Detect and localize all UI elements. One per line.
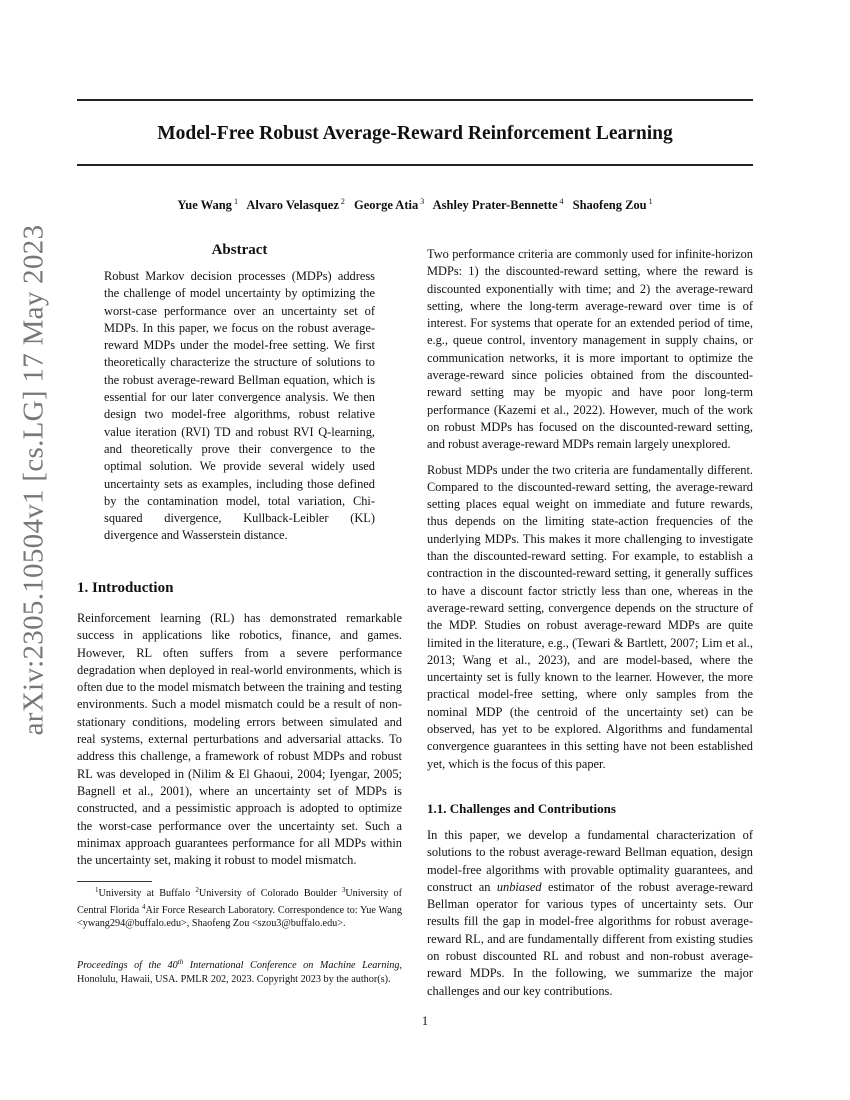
author: Shaofeng Zou $^1$ (572, 197, 653, 212)
arxiv-identifier-stamp: arXiv:2305.10504v1 [cs.LG] 17 May 2023 (17, 224, 50, 736)
affiliations-footnote: $^1$University at Buffalo $^2$University of Colorado Boulder $^3$University of Central Florida $^4$Air Force Research Laboratory. Correspondence to: Yue Wang <ywang294@buffalo.edu>, Shaofeng Zou <szou3@buffalo.edu>. (77, 886, 403, 930)
author: Alvaro Velasquez $^2$ (246, 197, 345, 212)
author: Ashley Prater-Bennette $^4$ (432, 197, 564, 212)
introduction-heading: 1. Introduction (77, 580, 174, 596)
introduction-paragraph: Reinforcement learning (RL) has demonstrated remarkable success in applications like robotics, finance, and games. However, RL often suffers from a severe performance degradation when deployed in real-world environments, which is often due to the model mismatch between the training and testing environments. Such a model mismatch could be a result of non-stationary conditions, modeling errors between simulated and real systems, external perturbations and adversarial attacks. To address this challenge, a framework of robust MDPs and robust RL was developed in (Nilim & El Ghaoui, 2004; Iyengar, 2005; Bagnell et al., 2001), where an uncertainty set of MDPs is constructed, and a pessimistic approach is adopted to optimize the worst-case performance over the uncertainty set. Such a minimax approach guarantees performance for all MDPs within the uncertainty set, making it robust to model mismatch. (77, 611, 402, 868)
introduction-text (77, 610, 402, 877)
body-paragraph: In this paper, we develop a fundamental characterization of solutions to the robust average-reward Bellman equation, design model-free algorithms with provable optimality guarantees, and construct an unbiased estimator of the robust average-reward Bellman operator for various types of uncertainty sets. Our results fill the gap in model-free algorithms for robust average-reward RL, and are fundamentally different from existing studies on robust discounted RL and robust and non-robust average-reward MDPs. In the following, we summarize the major challenges and our key contributions. (427, 828, 753, 998)
paper-title: Model-Free Robust Average-Reward Reinforcement Learning (157, 123, 673, 144)
body-paragraph: Robust MDPs under the two criteria are fundamentally different. Compared to the discounted-reward setting, the average-reward setting places equal weight on immediate and future rewards, thus depends on the limiting state-action frequencies of the underlying MDPs. This makes it more challenging to investigate than the discounted-reward setting. For example, to establish a contraction in the discounted-reward setting, it generally suffices to have a discount factor strictly less than one, whereas in the average-reward setting, convergence depends on the structure of the MDP. Studies on robust average-reward MDPs are quite limited in the literature, e.g., (Tewari & Bartlett, 2007; Lim et al., 2013; Wang et al., 2023), and are model-based, where the uncertainty set is fully known to the learner. However, the more practical model-free setting, where only samples from the nominal MDP (the centroid of the uncertainty set) can be observed, has yet to be explored. Algorithms and fundamental convergence guarantees in this setting have not been established yet, which is the focus of this paper. (427, 462, 753, 771)
footnote-rule (77, 881, 152, 882)
proceedings-note: Proceedings of the 40th International Conference on Machine Learning, Honolulu, Hawaii, USA. PMLR 202, 2023. Copyright 2023 by the author(s). (77, 958, 403, 985)
author: Yue Wang $^1$ (177, 197, 238, 212)
author-list (77, 193, 753, 214)
author: George Atia $^3$ (354, 197, 425, 212)
body-paragraph: Two performance criteria are commonly used for infinite-horizon MDPs: 1) the discounted-reward setting, where the reward is discounted exponentially with time; and 2) the average-reward setting, where the long-term average-reward over time is of interest. For systems that operate for an extended period of time, e.g., queue control, inventory management in supply chains, or communication networks, it is more important to optimize the average-reward since policies obtained from the discounted-reward setting may be myopic and have poor long-term performance (Kazemi et al., 2022). However, much of the work on robust MDPs has focused on the discounted-reward setting, and robust average-reward MDPs remain largely unexplored. (427, 247, 753, 452)
abstract-text (104, 268, 375, 553)
contributions-text (427, 827, 753, 1008)
page-number: 1 (421, 1014, 429, 1028)
right-column-text (427, 246, 753, 781)
subsection-heading: 1.1. Challenges and Contributions (427, 801, 616, 816)
title-bottom-rule (77, 164, 753, 166)
abstract-heading: Abstract (211, 242, 268, 258)
abstract-paragraph: Robust Markov decision processes (MDPs) address the challenge of model uncertainty by optimizing the worst-case performance over an uncertainty set of MDPs. In this paper, we focus on the robust average-reward MDPs under the model-free setting. We first theoretically characterize the structure of solutions to the robust average-reward Bellman equation, which is essential for our later convergence analysis. We then design two model-free algorithms, robust relative value iteration (RVI) TD and robust RVI Q-learning, and theoretically prove their convergence to the optimal solution. We provide several widely used uncertainty sets as examples, including those defined by the contamination model, total variation, Chi-squared divergence, Kullback-Leibler (KL) divergence and Wasserstein distance. (104, 269, 375, 543)
title-top-rule (77, 99, 753, 101)
